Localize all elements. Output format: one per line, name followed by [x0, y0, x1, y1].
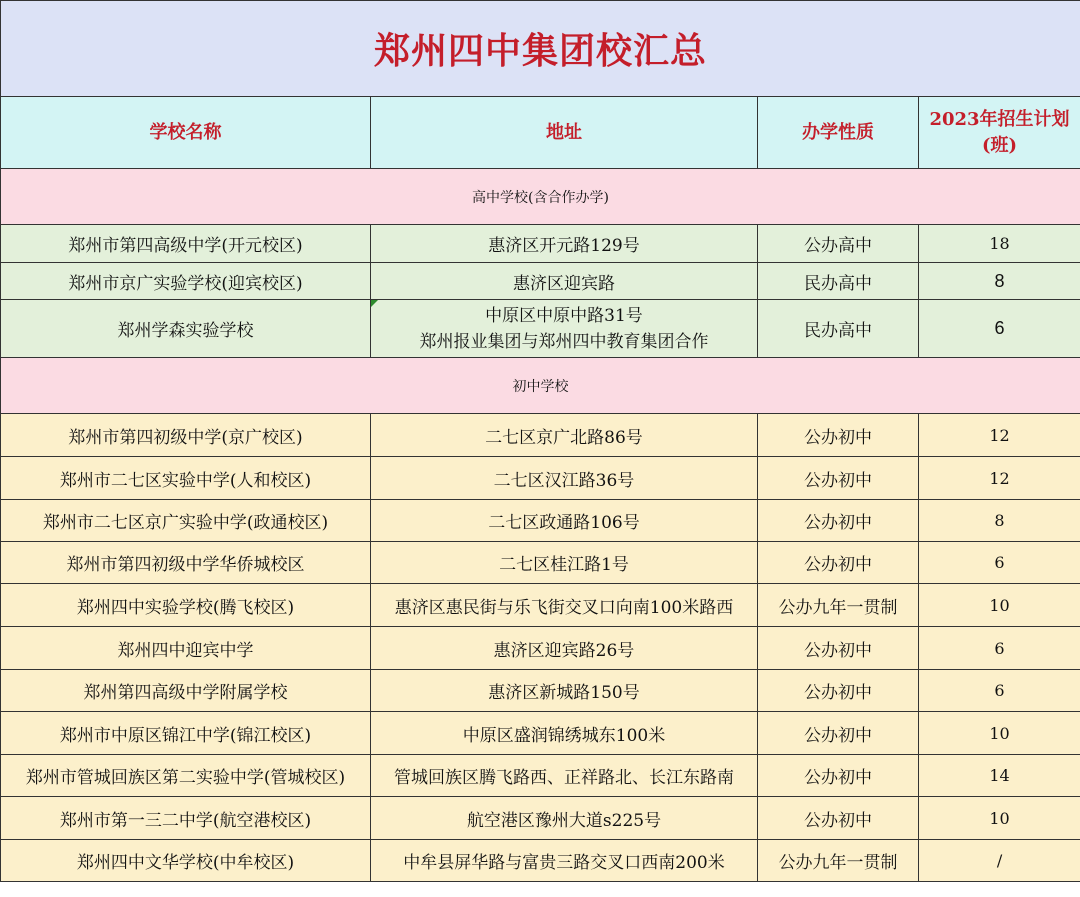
address-cell: 二七区桂江路1号 — [371, 542, 758, 584]
school-name-cell: 郑州市二七区京广实验中学(政通校区) — [1, 500, 371, 542]
address-cell: 惠济区开元路129号 — [371, 225, 758, 263]
header-enrollment-plan — [919, 97, 1080, 169]
school-type-cell: 公办初中 — [758, 500, 919, 542]
school-type-cell: 公办初中 — [758, 414, 919, 457]
address-cell: 二七区政通路106号 — [371, 500, 758, 542]
header-plan-line1: 2023年招生计划 — [929, 108, 1070, 130]
enrollment-plan-cell: 12 — [919, 414, 1080, 457]
table-row — [1, 414, 1080, 457]
header-plan-line2: (班) — [981, 134, 1018, 156]
address-cell: 管城回族区腾飞路西、正祥路北、长江东路南 — [371, 755, 758, 797]
section-label: 初中学校 — [1, 358, 1080, 414]
enrollment-plan-cell: 14 — [919, 755, 1080, 797]
school-type-cell: 公办初中 — [758, 712, 919, 755]
school-type-cell: 民办高中 — [758, 300, 919, 358]
school-type-cell: 公办高中 — [758, 225, 919, 263]
school-name-cell: 郑州市第四初级中学华侨城校区 — [1, 542, 371, 584]
header-row — [1, 97, 1080, 169]
section-row — [1, 358, 1080, 414]
school-name-cell: 郑州第四高级中学附属学校 — [1, 670, 371, 712]
table-row — [1, 755, 1080, 797]
header-school-name: 学校名称 — [1, 97, 371, 169]
school-name-cell: 郑州市中原区锦江中学(锦江校区) — [1, 712, 371, 755]
header-address: 地址 — [371, 97, 758, 169]
enrollment-plan-cell: 8 — [919, 263, 1080, 300]
enrollment-plan-cell: 18 — [919, 225, 1080, 263]
enrollment-plan-cell: 10 — [919, 797, 1080, 840]
school-name-cell: 郑州市第一三二中学(航空港校区) — [1, 797, 371, 840]
table-row — [1, 627, 1080, 670]
enrollment-plan-cell: 6 — [919, 542, 1080, 584]
enrollment-plan-cell: 6 — [919, 300, 1080, 358]
table-row — [1, 840, 1080, 882]
address-cell: 惠济区惠民街与乐飞街交叉口向南100米路西 — [371, 584, 758, 627]
school-type-cell: 民办高中 — [758, 263, 919, 300]
address-cell: 惠济区迎宾路26号 — [371, 627, 758, 670]
address-cell: 中原区盛润锦绣城东100米 — [371, 712, 758, 755]
address-line1: 中原区中原中路31号 — [485, 305, 643, 326]
school-type-cell: 公办九年一贯制 — [758, 840, 919, 882]
enrollment-plan-cell: 6 — [919, 670, 1080, 712]
school-type-cell: 公办初中 — [758, 542, 919, 584]
section-row — [1, 169, 1080, 225]
enrollment-plan-cell: 12 — [919, 457, 1080, 500]
title-row — [1, 1, 1080, 97]
section-label: 高中学校(含合作办学) — [1, 169, 1080, 225]
table-row — [1, 300, 1080, 358]
page-title: 郑州四中集团校汇总 — [1, 1, 1080, 97]
enrollment-plan-cell: / — [919, 840, 1080, 882]
address-line2: 郑州报业集团与郑州四中教育集团合作 — [419, 331, 709, 352]
address-cell: 二七区汉江路36号 — [371, 457, 758, 500]
school-name-cell: 郑州四中实验学校(腾飞校区) — [1, 584, 371, 627]
table-row — [1, 712, 1080, 755]
school-type-cell: 公办初中 — [758, 670, 919, 712]
table-row — [1, 542, 1080, 584]
table-row — [1, 225, 1080, 263]
table-row — [1, 457, 1080, 500]
school-name-cell: 郑州市第四高级中学(开元校区) — [1, 225, 371, 263]
address-cell: 中牟县屏华路与富贵三路交叉口西南200米 — [371, 840, 758, 882]
table-row — [1, 797, 1080, 840]
enrollment-plan-cell: 6 — [919, 627, 1080, 670]
school-type-cell: 公办九年一贯制 — [758, 584, 919, 627]
enrollment-plan-cell: 8 — [919, 500, 1080, 542]
address-cell: 二七区京广北路86号 — [371, 414, 758, 457]
school-name-cell: 郑州学森实验学校 — [1, 300, 371, 358]
school-type-cell: 公办初中 — [758, 797, 919, 840]
table-row — [1, 670, 1080, 712]
address-cell — [371, 300, 758, 358]
school-name-cell: 郑州四中迎宾中学 — [1, 627, 371, 670]
school-name-cell: 郑州市二七区实验中学(人和校区) — [1, 457, 371, 500]
school-type-cell: 公办初中 — [758, 755, 919, 797]
table-row — [1, 263, 1080, 300]
school-name-cell: 郑州市京广实验学校(迎宾校区) — [1, 263, 371, 300]
school-type-cell: 公办初中 — [758, 457, 919, 500]
enrollment-plan-cell: 10 — [919, 712, 1080, 755]
table-row — [1, 584, 1080, 627]
school-name-cell: 郑州四中文华学校(中牟校区) — [1, 840, 371, 882]
table-row — [1, 500, 1080, 542]
school-name-cell: 郑州市第四初级中学(京广校区) — [1, 414, 371, 457]
school-name-cell: 郑州市管城回族区第二实验中学(管城校区) — [1, 755, 371, 797]
enrollment-plan-cell: 10 — [919, 584, 1080, 627]
school-type-cell: 公办初中 — [758, 627, 919, 670]
header-school-type: 办学性质 — [758, 97, 919, 169]
address-cell: 航空港区豫州大道s225号 — [371, 797, 758, 840]
address-cell: 惠济区迎宾路 — [371, 263, 758, 300]
address-cell: 惠济区新城路150号 — [371, 670, 758, 712]
